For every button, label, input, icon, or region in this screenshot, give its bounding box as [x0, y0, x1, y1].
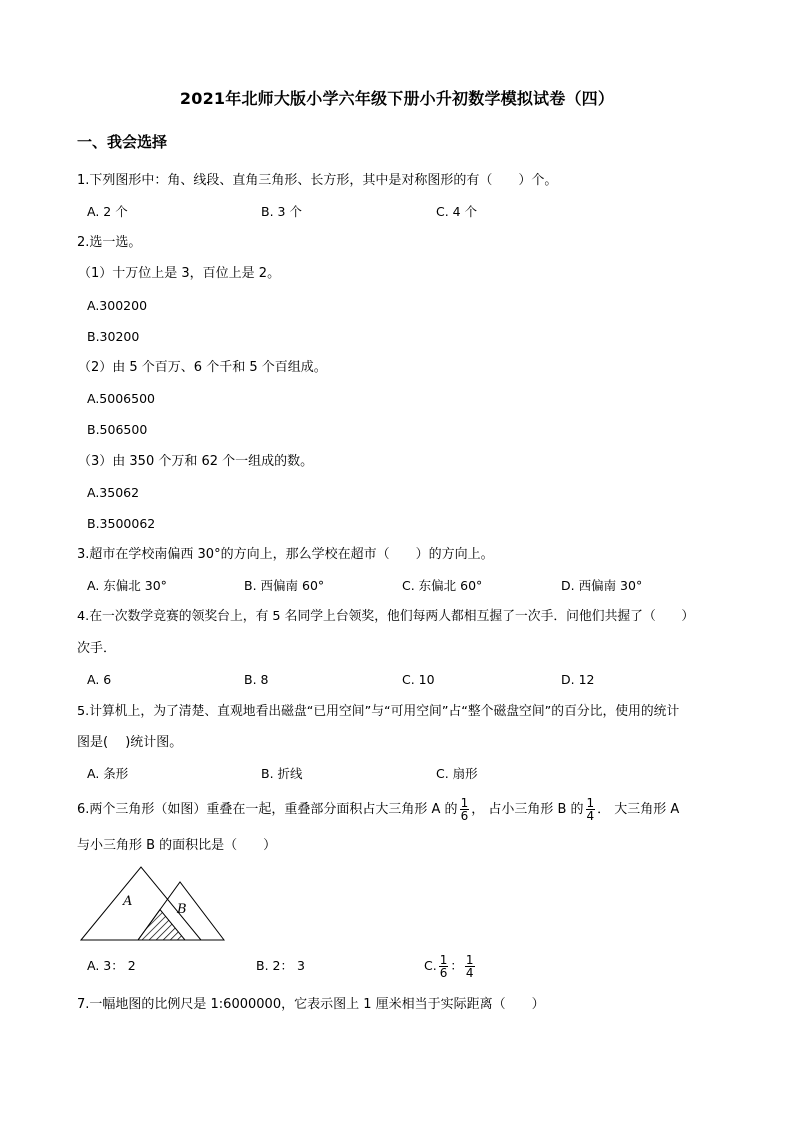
- section-heading: 一、我会选择: [77, 133, 168, 151]
- q3-option-c: C. 东偏北 60°: [402, 578, 483, 593]
- q5-option-b: B. 折线: [261, 766, 303, 781]
- q6-text-part-3: ． 大三角形 A: [597, 802, 680, 817]
- q2-sub-1: （1）十万位上是 3，百位上是 2。: [78, 266, 281, 281]
- triangle-a-label: A: [123, 894, 133, 909]
- q6-option-c-denominator-1: 6: [439, 966, 448, 980]
- q1-option-a: A. 2 个: [87, 204, 128, 219]
- question-6-line-2: 与小三角形 B 的面积比是（ ）: [77, 838, 277, 853]
- q5-option-c: C. 扇形: [436, 766, 478, 781]
- overlapping-triangles-figure: [78, 862, 228, 944]
- question-7: 7.一幅地图的比例尺是 1:6000000，它表示图上 1 厘米相当于实际距离（ ）: [77, 997, 545, 1012]
- q2-sub1-option-b: B.30200: [87, 329, 140, 344]
- q6-fraction-2-denominator: 4: [586, 809, 595, 823]
- q3-option-a: A. 东偏北 30°: [87, 578, 167, 593]
- q5-option-a: A. 条形: [87, 766, 129, 781]
- page-title: 2021年北师大版小学六年级下册小升初数学模拟试卷（四）: [179, 89, 615, 108]
- question-3: 3.超市在学校南偏西 30°的方向上，那么学校在超市（ ）的方向上。: [77, 547, 494, 562]
- q1-option-b: B. 3 个: [261, 204, 302, 219]
- q2-sub2-option-b: B.506500: [87, 422, 148, 437]
- question-6-line-1: [77, 797, 679, 822]
- q2-sub1-option-a: A.300200: [87, 298, 148, 313]
- triangle-b-label: B: [177, 902, 187, 917]
- q6-fraction-2: [586, 797, 596, 822]
- q6-option-c-numerator-2: 1: [465, 953, 474, 967]
- q6-option-c-separator: ：: [450, 958, 463, 973]
- q4-option-d: D. 12: [561, 672, 595, 687]
- q6-option-b: B. 2： 3: [256, 958, 305, 973]
- q3-option-d: D. 西偏南 30°: [561, 578, 643, 593]
- question-5-line-2: 图是( )统计图。: [77, 735, 183, 750]
- q6-text-part-1: 6.两个三角形（如图）重叠在一起，重叠部分面积占大三角形 A 的: [77, 802, 458, 817]
- q6-fraction-1-numerator: 1: [460, 796, 469, 810]
- q6-option-a: A. 3： 2: [87, 958, 136, 973]
- q2-sub3-option-a: A.35062: [87, 485, 140, 500]
- q6-option-c-prefix: C.: [424, 958, 437, 973]
- q4-option-b: B. 8: [244, 672, 269, 687]
- q6-fraction-1: [460, 797, 470, 822]
- q6-option-c-fraction-2: [465, 954, 475, 979]
- q1-option-c: C. 4 个: [436, 204, 478, 219]
- q6-option-c-denominator-2: 4: [465, 966, 474, 980]
- question-4-line-2: 次手．: [77, 641, 117, 656]
- question-4-line-1: 4.在一次数学竞赛的领奖台上，有 5 名同学上台领奖，他们每两人都相互握了一次手．问他们共握了（ ）: [77, 609, 695, 624]
- q6-fraction-1-denominator: 6: [460, 809, 469, 823]
- q2-sub3-option-b: B.3500062: [87, 516, 156, 531]
- q6-option-c: [424, 950, 477, 982]
- q6-text-part-2: ， 占小三角形 B 的: [471, 802, 584, 817]
- question-5-line-1: 5.计算机上，为了清楚、直观地看出磁盘“已用空间”与“可用空间”占“整个磁盘空间”的百分比，使用的统计: [77, 704, 680, 719]
- question-2: 2.选一选。: [77, 235, 142, 250]
- q6-option-c-numerator-1: 1: [439, 953, 448, 967]
- q4-option-a: A. 6: [87, 672, 112, 687]
- q3-option-b: B. 西偏南 60°: [244, 578, 325, 593]
- q2-sub-2: （2）由 5 个百万、6 个千和 5 个百组成。: [78, 360, 327, 375]
- q6-option-c-fraction-1: [439, 954, 449, 979]
- question-1: 1.下列图形中：角、线段、直角三角形、长方形，其中是对称图形的有（ ）个。: [77, 173, 558, 188]
- q4-option-c: C. 10: [402, 672, 435, 687]
- q2-sub-3: （3）由 350 个万和 62 个一组成的数。: [78, 454, 314, 469]
- q2-sub2-option-a: A.5006500: [87, 391, 155, 406]
- q6-fraction-2-numerator: 1: [586, 796, 595, 810]
